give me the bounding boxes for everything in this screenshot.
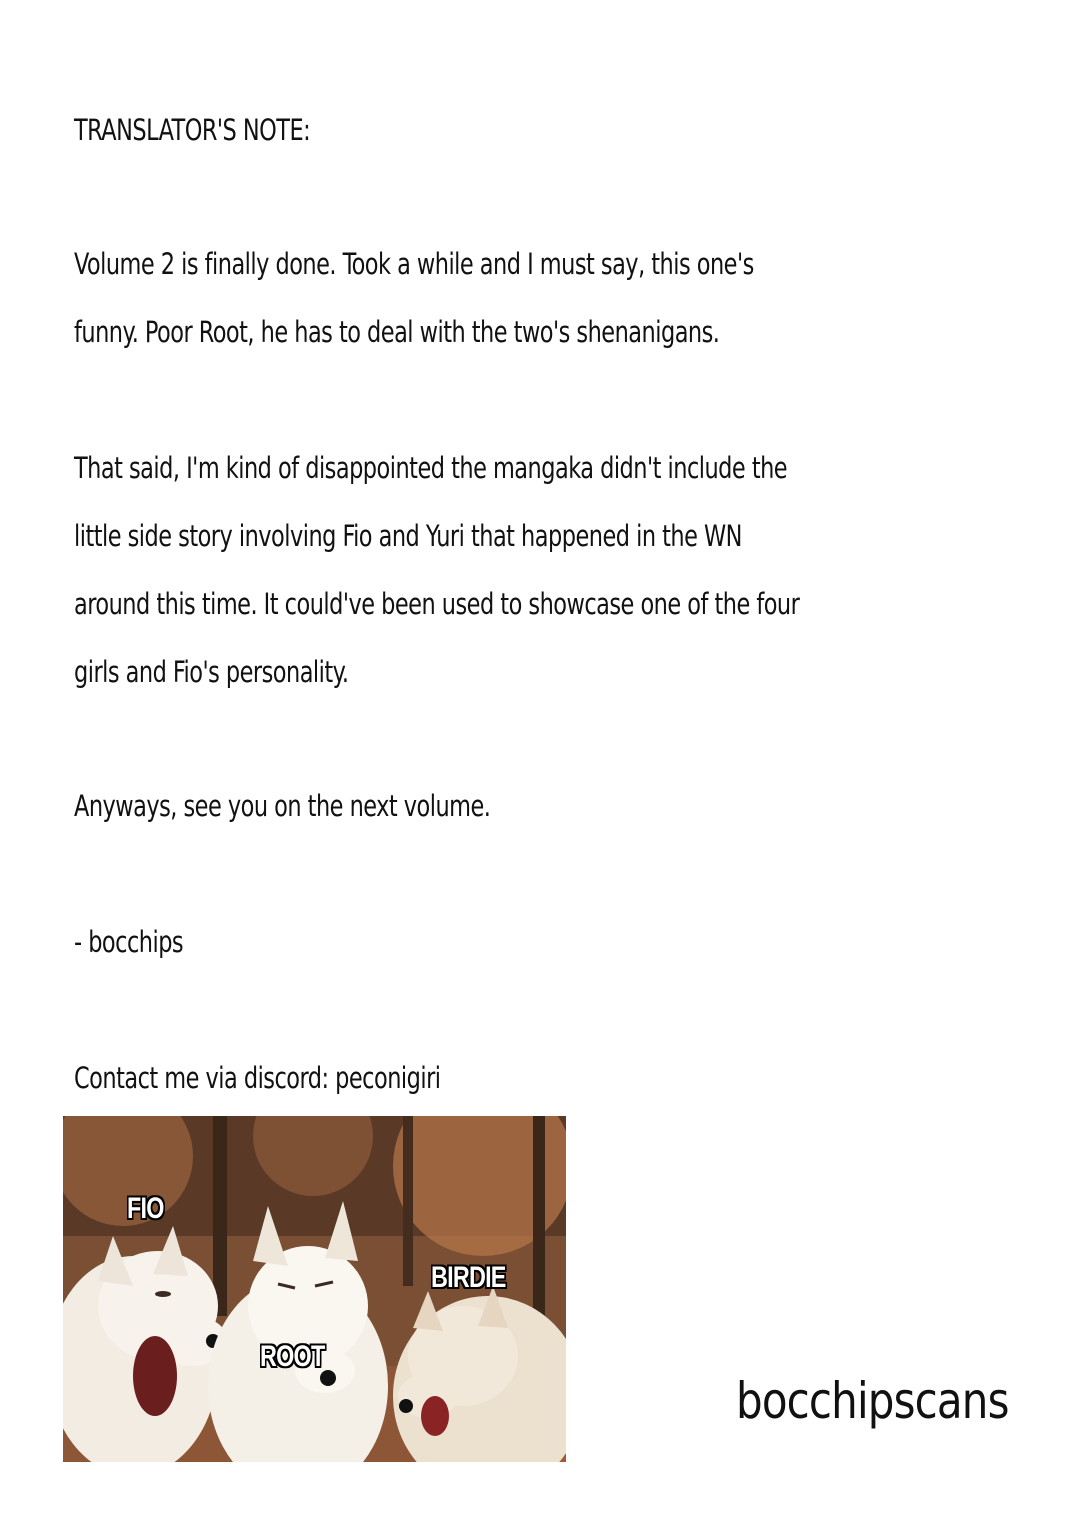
brand-watermark: bocchipscans	[736, 1372, 1009, 1430]
wolves-meme-image	[63, 1116, 566, 1462]
paragraph-line: around this time. It could've been used to showcase one of the four	[74, 587, 800, 621]
note-paragraph-2	[74, 434, 882, 706]
note-signoff: - bocchips	[74, 925, 184, 959]
note-paragraph-1	[74, 230, 882, 366]
contact-line: Contact me via discord: peconigiri	[74, 1061, 441, 1095]
note-paragraph-3: Anyways, see you on the next volume.	[74, 789, 491, 823]
meme-label-root: ROOT	[260, 1340, 325, 1373]
meme-label-birdie: BIRDIE	[431, 1261, 506, 1294]
paragraph-line: funny. Poor Root, he has to deal with the two's shenanigans.	[74, 315, 720, 349]
paragraph-line: Volume 2 is finally done. Took a while and I must say, this one's	[74, 247, 754, 281]
note-title: TRANSLATOR'S NOTE:	[74, 113, 311, 147]
paragraph-line: That said, I'm kind of disappointed the mangaka didn't include the	[74, 451, 788, 485]
paragraph-line: girls and Fio's personality.	[74, 655, 349, 689]
paragraph-line: little side story involving Fio and Yuri that happened in the WN	[74, 519, 742, 553]
meme-label-fio: FIO	[127, 1192, 164, 1225]
